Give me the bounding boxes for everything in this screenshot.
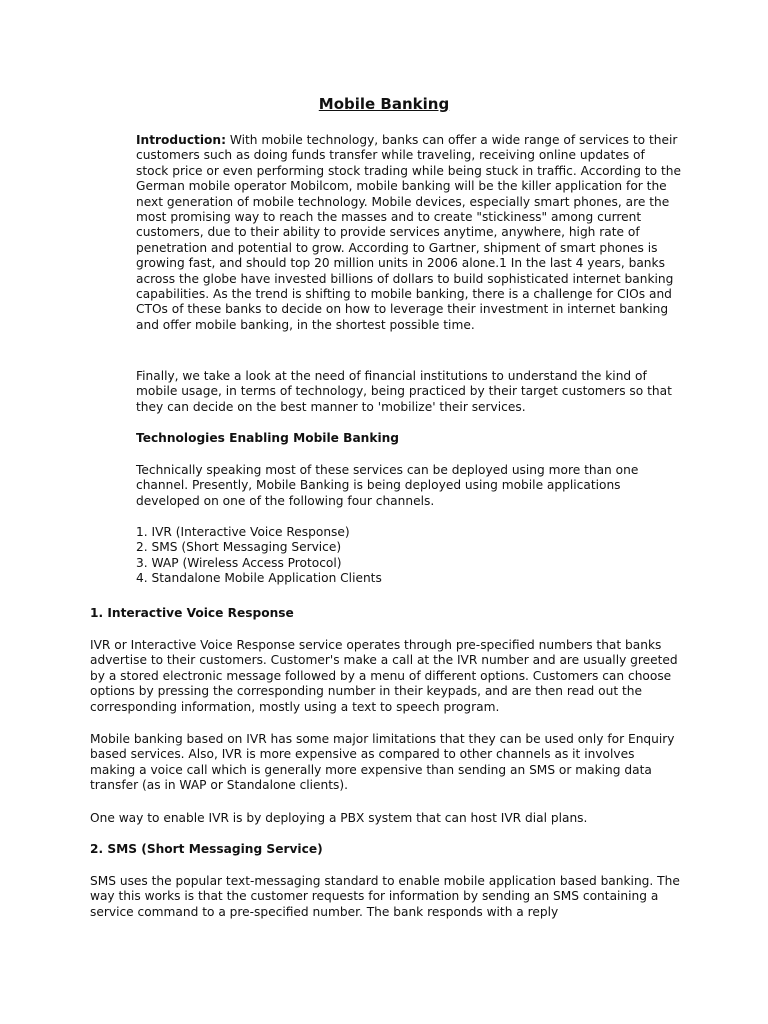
ivr-heading: 1. Interactive Voice Response <box>90 606 294 620</box>
ivr-paragraph-1: IVR or Interactive Voice Response service operates through pre-specified numbers that banks advertise to their customers. Customer's make a call at the IVR number and are usually greeted by a stored electronic message followed by a menu of different options. Customers can choose options by pressing the corresponding number in their keypads, and are then read out the corresponding information, mostly using a text to speech program. <box>90 638 678 714</box>
list-item: 4. Standalone Mobile Application Clients <box>136 571 382 586</box>
ivr-paragraph-2: Mobile banking based on IVR has some major limitations that they can be used only for Enquiry based services. Also, IVR is more expensive as compared to other channels as it involves making a voice call which is generally more expensive than sending an SMS or making data transfer (as in WAP or Standalone clients). <box>90 732 675 793</box>
finally-paragraph: Finally, we take a look at the need of financial institutions to understand the kind of mobile usage, in terms of technology, being practiced by their target customers so that they can decide on the best manner to 'mobilize' their services. <box>136 369 672 414</box>
tech-heading: Technologies Enabling Mobile Banking <box>136 431 400 445</box>
sms-paragraph-1: SMS uses the popular text-messaging standard to enable mobile application based banking. The way this works is that the customer requests for information by sending an SMS containing a service command to a pre-specified number. The bank responds with a reply <box>90 874 680 919</box>
list-item: 1. IVR (Interactive Voice Response) <box>136 525 350 539</box>
intro-text: With mobile technology, banks can offer a wide range of services to their customers such as doing funds transfer while traveling, receiving online updates of stock price or even performing stock trading while being stuck in traffic. According to the German mobile operator Mobilcom, mobile banking will be the killer application for the next generation of mobile technology. Mobile devices, especially smart phones, are the most promising way to reach the masses and to create "stickiness" among current customers, due to their ability to provide services anytime, anywhere, high rate of penetration and potential to grow. According to Gartner, shipment of smart phones is growing fast, and should top 20 million units in 2006 alone.1 In the last 4 years, banks across the globe have invested billions of dollars to build sophisticated internet banking capabilities. As the trend is shifting to mobile banking, there is a challenge for CIOs and CTOs of these banks to decide on how to leverage their investment in internet banking and offer mobile banking, in the shortest possible time. <box>136 133 681 332</box>
ivr-paragraph-3: One way to enable IVR is by deploying a PBX system that can host IVR dial plans. <box>90 811 588 825</box>
list-item: 3. WAP (Wireless Access Protocol) <box>136 555 342 570</box>
sms-heading: 2. SMS (Short Messaging Service) <box>90 842 323 856</box>
intro-paragraph <box>136 133 681 333</box>
tech-paragraph: Technically speaking most of these services can be deployed using more than one channel. Presently, Mobile Banking is being deployed using mobile applications developed on one of the following four channels. <box>136 463 639 508</box>
channel-list <box>136 525 681 587</box>
intro-lead: Introduction: <box>136 133 226 147</box>
list-item: 2. SMS (Short Messaging Service) <box>136 540 342 555</box>
page-title: Mobile Banking <box>318 95 450 113</box>
